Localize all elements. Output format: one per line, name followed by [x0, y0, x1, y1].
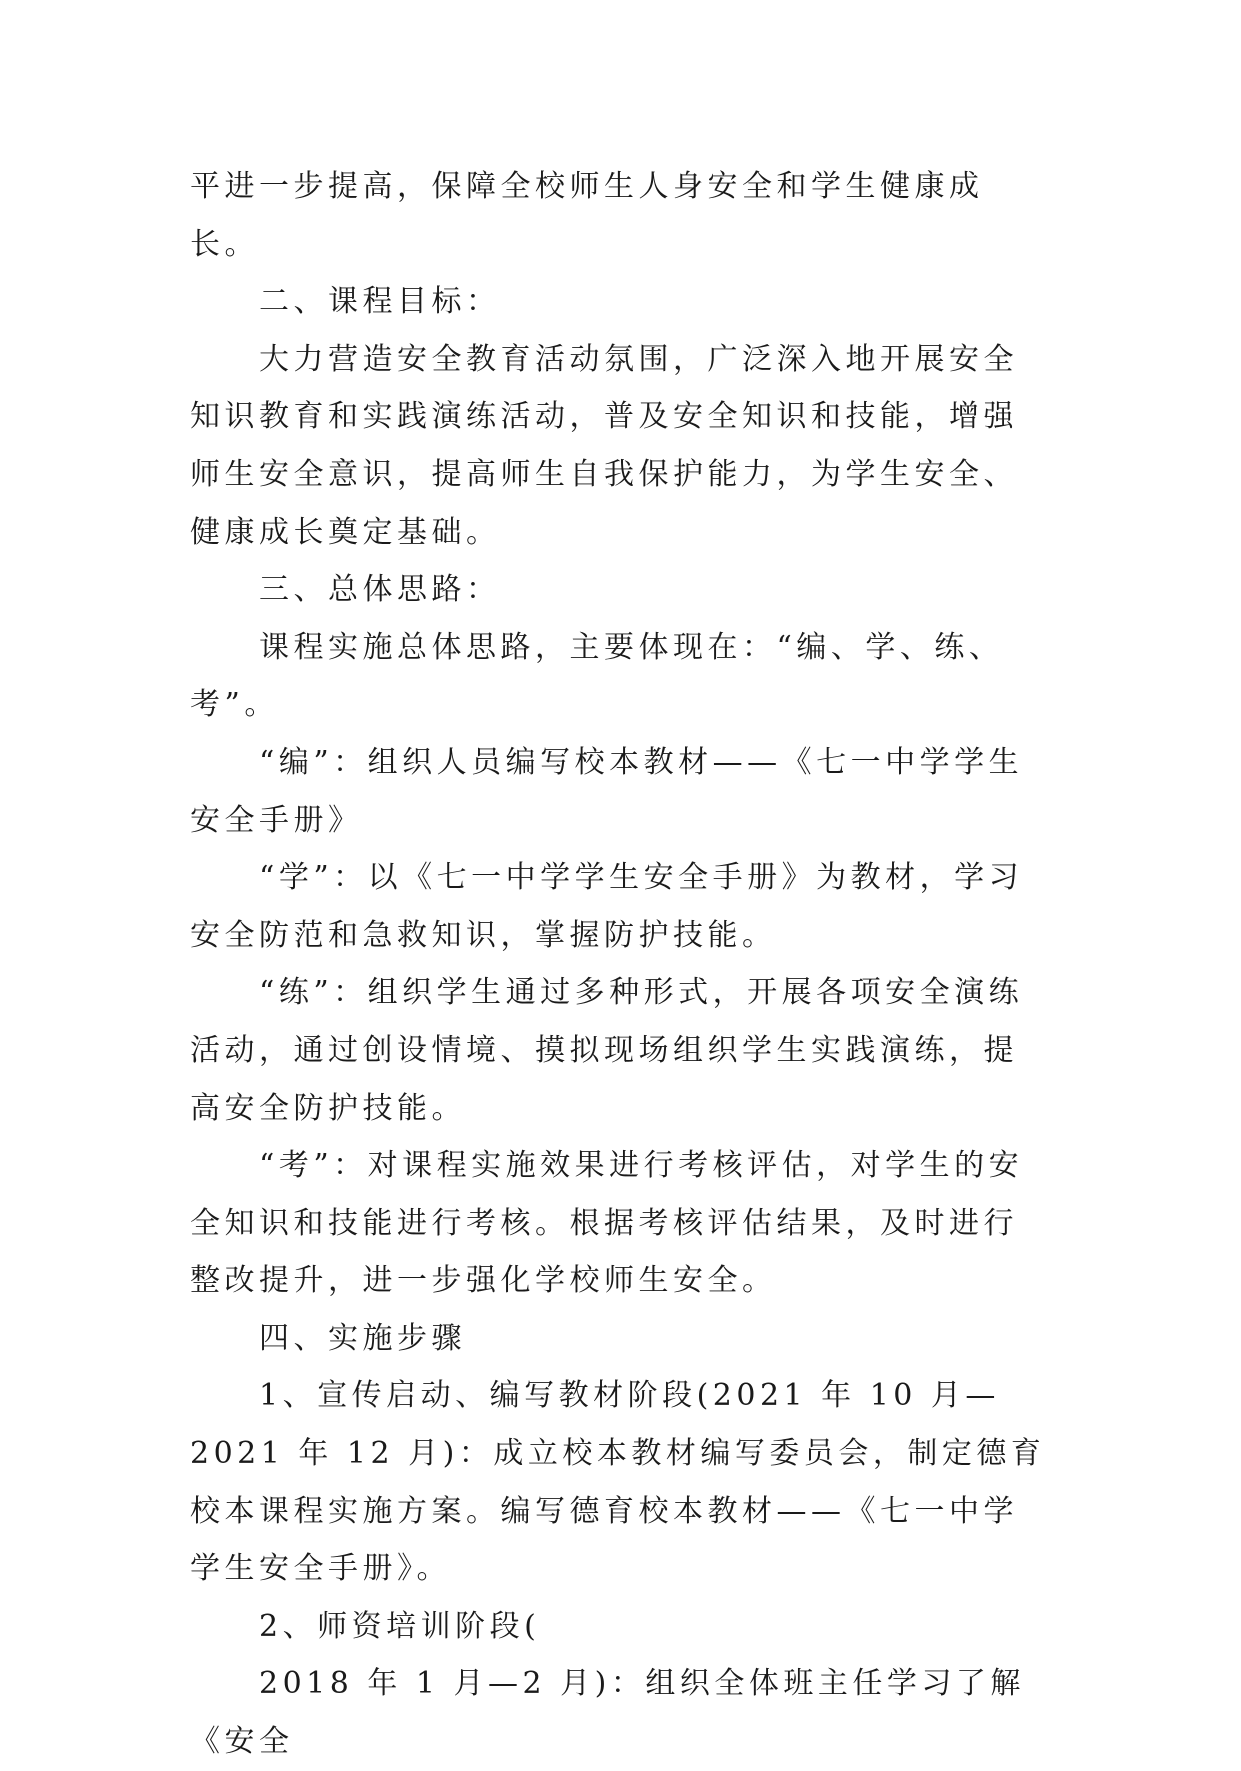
- paragraph-step-2-detail: 2018 年 1 月—2 月)：组织全体班主任学习了解《安全: [190, 1666, 1025, 1760]
- paragraph-step-2: 2、师资培训阶段(: [259, 1608, 541, 1644]
- paragraph-overall-approach: 课程实施总体思路，主要体现在：“编、学、练、考”。: [190, 629, 1004, 723]
- paragraph-compile: “编”：组织人员编写校本教材——《七一中学学生安全手册》: [190, 744, 1024, 838]
- heading-course-goals: 二、课程目标：: [259, 284, 501, 320]
- heading-implementation-steps: 四、实施步骤: [259, 1320, 466, 1356]
- paragraph-practice: “练”：组织学生通过多种形式，开展各项安全演练活动，通过创设情境、摸拟现场组织学生实践演练，提高安全防护技能。: [190, 975, 1024, 1126]
- paragraph-course-goals: 大力营造安全教育活动氛围，广泛深入地开展安全知识教育和实践演练活动，普及安全知识和技能，增强师生安全意识，提高师生自我保护能力，为学生安全、健康成长奠定基础。: [190, 341, 1018, 550]
- paragraph-learn: “学”：以《七一中学学生安全手册》为教材，学习安全防范和急救知识，掌握防护技能。: [190, 860, 1024, 953]
- heading-overall-approach: 三、总体思路：: [259, 572, 501, 608]
- paragraph-continuation: 平进一步提高，保障全校师生人身安全和学生健康成长。: [190, 169, 984, 262]
- document-body: [190, 158, 1050, 1771]
- paragraph-assess: “考”：对课程实施效果进行考核评估，对学生的安全知识和技能进行考核。根据考核评估结果，及时进行整改提升，进一步强化学校师生安全。: [190, 1148, 1024, 1299]
- paragraph-step-1: 1、宣传启动、编写教材阶段(2021 年 10 月—2021 年 12 月)：成立校本教材编写委员会，制定德育校本课程实施方案。编写德育校本教材——《七一中学学生安全手册》。: [190, 1378, 1046, 1587]
